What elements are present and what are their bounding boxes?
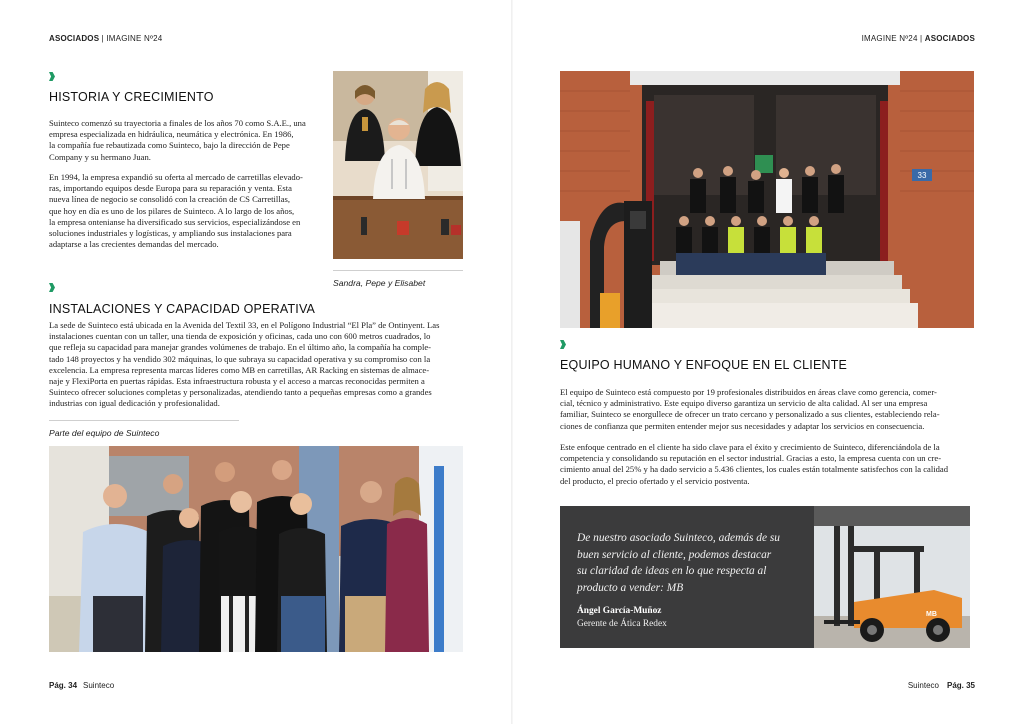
photo-sandra-pepe-elisabet <box>333 71 463 259</box>
forklift-brand-label: MB <box>926 611 937 618</box>
section-marker-icon <box>560 340 566 349</box>
heading-historia: HISTORIA Y CRECIMIENTO <box>49 90 214 104</box>
building-number: 33 <box>917 171 927 180</box>
paragraph-historia-1: Suinteco comenzó su trayectoria a finales de los años 70 como S.A.E., una empresa especializada en hidráulica, neumática y electrónica. En 1986, la compañía fue rebautizada como Suinteco, bajo la dirección de Pepe Company y su hermano Juan. <box>49 118 306 162</box>
paragraph-equipo-2: Este enfoque centrado en el cliente ha sido clave para el éxito y crecimiento de Suinteco, diferenciándola de la competencia y consolidando su reputación en el sector industrial. Gracias a esto, la empresa cuenta con un cre- cimiento anual del 25% y ha dado servicio a 5.436 clientes, los cuales están totalmente satisfechos con la calidad del producto, el precio ofertado y el servicio postventa. <box>560 442 949 486</box>
photo-parte-del-equipo <box>49 446 463 652</box>
caption-rule-top <box>333 270 463 271</box>
paragraph-equipo-1: El equipo de Suinteco está compuesto por 19 profesionales distribuidos en áreas clave como gerencia, comer- cial, técnico y administrativo. Este equipo diverso garantiza un servicio de alta calidad. Al ser una empresa familiar, Suinteco se enorgullece de ofrecer un trato cercano y personalizado a sus clientes, estableciendo rela- ciones de confianza que permiten entender mejor sus necesidades y adaptar los servicios en consecuencia. <box>560 387 940 431</box>
running-head-left: ASOCIADOS | IMAGINE Nº24 <box>49 34 163 43</box>
caption-rule-bottom <box>49 420 239 421</box>
running-head-right: IMAGINE Nº24 | ASOCIADOS <box>861 34 975 43</box>
folio-right: Suinteco Pág. 35 <box>907 681 975 690</box>
folio-left: Pág. 34 Suinteco <box>49 681 115 690</box>
caption-parte-del-equipo: Parte del equipo de Suinteco <box>49 428 160 438</box>
heading-equipo-humano: EQUIPO HUMANO Y ENFOQUE EN EL CLIENTE <box>560 358 848 372</box>
quote-author: Ángel García-Muñoz <box>577 606 662 616</box>
paragraph-historia-2: En 1994, la empresa expandió su oferta al mercado de carretillas elevado- ras, importando equipos desde Europa para su reparación y venta. Esta nueva línea de negocio se consolidó con la creación de CS Carretillas, que hoy en día es uno de los pilares de Suinteco. A lo largo de los años, la empresa ontenianse ha diversificado sus servicios, especializándose en soluciones industriales y logísticas, y ampliando sus instalaciones para adaptarse a las crecientes demandas del mercado. <box>49 172 303 250</box>
photo-forklift <box>814 506 970 648</box>
quote-text: De nuestro asociado Suinteco, además de su buen servicio al cliente, podemos destacar su claridad de ideas en lo que respecta al producto a vender: MB <box>577 532 780 594</box>
caption-sandra-pepe-elisabet: Sandra, Pepe y Elisabet <box>333 278 426 288</box>
section-marker-icon <box>49 72 55 81</box>
photo-building-team <box>560 71 974 328</box>
section-marker-icon <box>49 283 55 292</box>
gutter <box>511 0 513 724</box>
quote-author-role: Gerente de Ática Redex <box>577 619 667 629</box>
paragraph-instalaciones: La sede de Suinteco está ubicada en la Avenida del Textil 33, en el Polígono Industrial “El Pla” de Ontinyent. Las instalaciones cuentan con un taller, una tienda de exposición y oficinas, cada uno con 600 metros cuadrados, lo que refleja su capacidad para manejar grandes volúmenes de trabajo. En el último año, la compañía ha comple- tado 148 proyectos y ha vendido 302 máquinas, lo que subraya su capacidad operativa y su compromiso con la excelencia. La empresa representa marcas líderes como MB en carretillas, AR Racking en sistemas de almace- naje y FlexiPorta en puertas rápidas. Esta infraestructura robusta y el acceso a marcas reconocidas permiten a Suinteco ofrecer soluciones completas y personalizadas, atendiendo tanto a pequeñas empresas como a grandes industrias con igual dedicación y profesionalidad. <box>49 320 440 409</box>
heading-instalaciones: INSTALACIONES Y CAPACIDAD OPERATIVA <box>49 302 316 316</box>
